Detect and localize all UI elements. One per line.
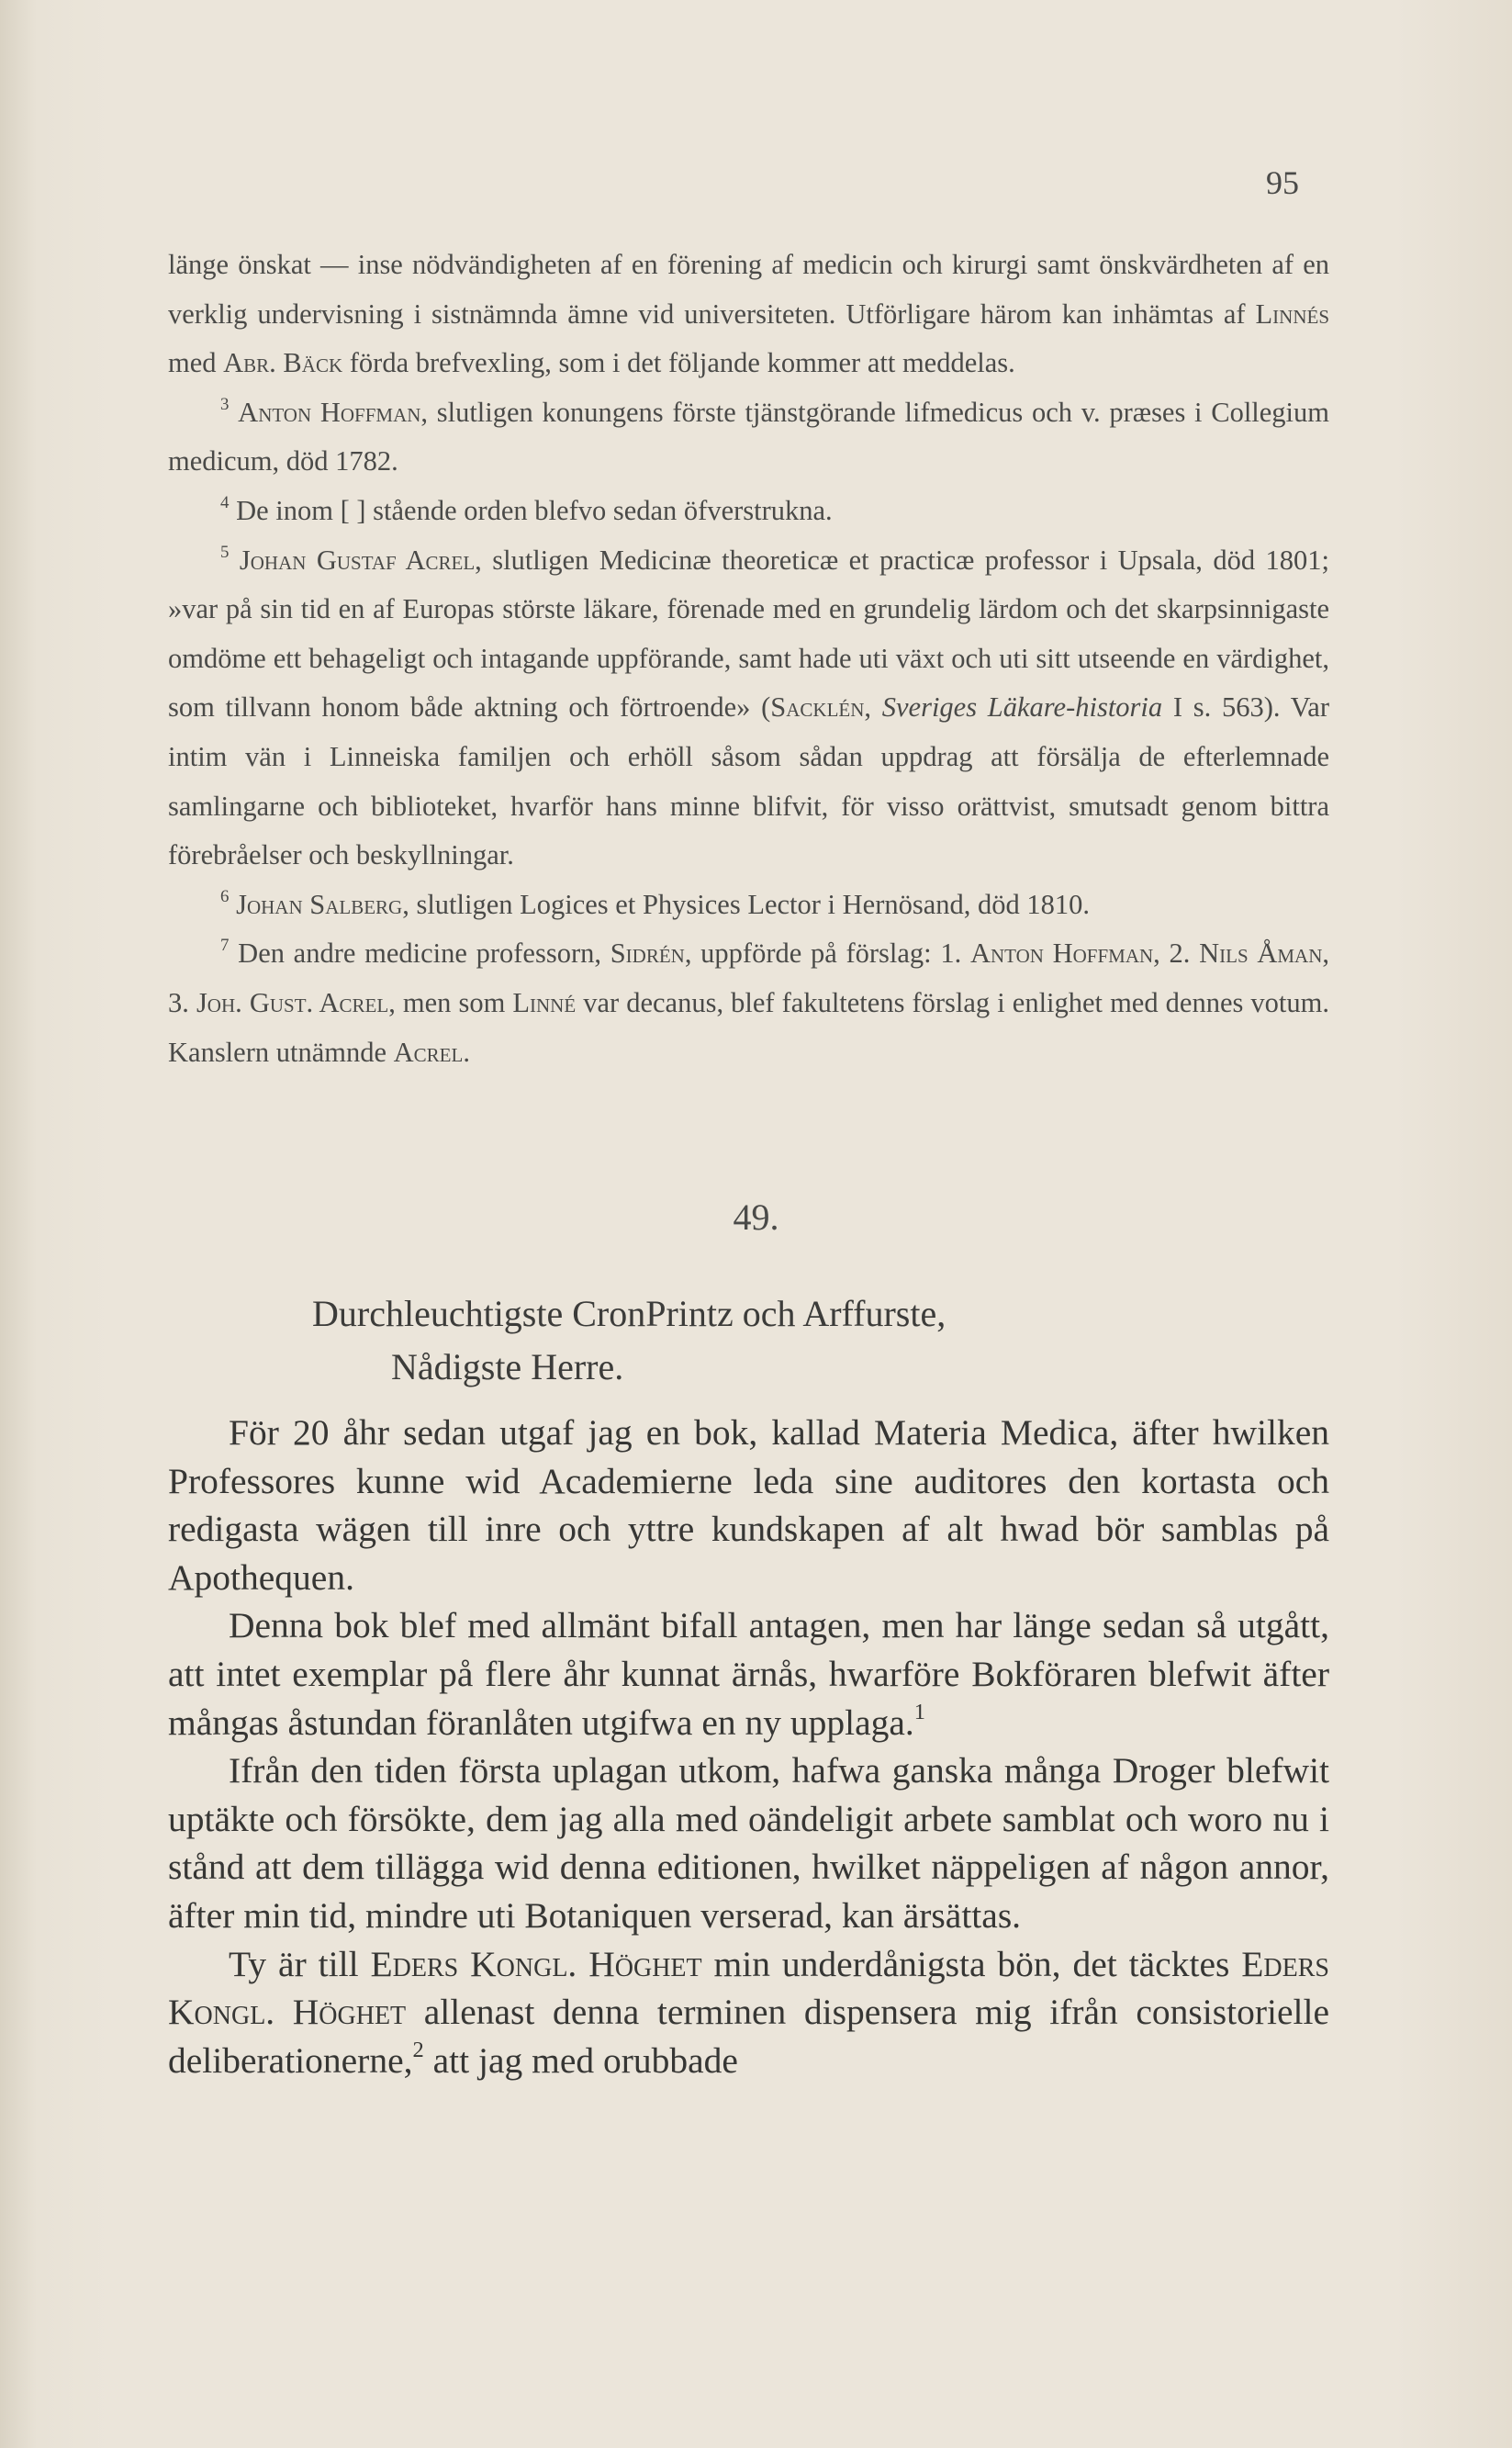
footnote-4: $^4$ De inom [ ] stående orden blefvo sedan öfverstrukna. xyxy=(220,492,833,526)
body-paragraph-2: Denna bok blef med allmänt bifall antagen, men har länge sedan så utgått, att intet exemplar på flere åhr kunnat ärnås, hwarföre Bokföraren blefwit äfter mångas åstundan föranlåten utgifwa en ny upplaga.$^1$ xyxy=(168,1605,1329,1743)
footnote-7: $^7$ Den andre medicine professorn, Sidrén, uppförde på förslag: 1. Anton Hoffman, 2. Nils Åman, 3. Joh. Gust. Acrel, men som Linné var decanus, blef fakultetens förslag i enlighet med dennes votum. Kanslern utnämnde Acrel. xyxy=(168,936,1329,1068)
letter-body xyxy=(168,1409,1329,2084)
footnote-ref-2: 2 xyxy=(412,2037,424,2062)
footnote-5: $^5$ Johan Gustaf Acrel, slutligen Medicinæ theoreticæ et practicæ professor i Upsala, död 1801; »var på sin tid en af Europas störste läkare, förenade med en grundelig lärdom och det skarpsinnigaste omdöme ett behageligt och intagande uppförande, samt hade uti växt och uti sitt utseende en värdighet, som tillvann honom både aktning och förtroende» (Sacklén, Sveriges Läkare-historia I s. 563). Var intim vän i Linneiska familjen och erhöll såsom sådan uppdrag att försälja de efterlemnade samlingarne och biblioteket, hvarför hans minne blifvit, för visso orättvist, smutsadt genom bittra förebråelser och beskyllningar. xyxy=(168,542,1330,871)
body-paragraph-3: Ifrån den tiden första uplagan utkom, hafwa ganska många Droger blefwit uptäkte och försökte, dem jag alla med oändeligit arbete samblat och woro nu i stånd att dem tillägga wid denna editionen, hwilket näppeligen af någon annor, äfter min tid, mindre uti Botaniquen verserad, kan ärsättas. xyxy=(168,1750,1329,1936)
footnote-6: $^6$ Johan Salberg, slutligen Logices et Physices Lector i Hernösand, död 1810. xyxy=(220,886,1091,920)
letter-number: 49. xyxy=(733,1196,779,1238)
salutation-line-1: Durchleuchtigste CronPrintz och Arffurste, xyxy=(312,1293,946,1334)
footnote-3: $^3$ Anton Hoffman, slutligen konungens förste tjänstgörande lifmedicus och v. præses i Collegium medicum, död 1782. xyxy=(168,394,1330,477)
body-paragraph-1: För 20 åhr sedan utgaf jag en bok, kallad Materia Medica, äfter hwilken Professores kunne wid Academierne leda sine auditores den kortasta och redigasta wägen till inre och yttre kundskapen af alt hwad bör samblas på Apothequen. xyxy=(168,1412,1329,1598)
footnote-ref-1: 1 xyxy=(913,1699,926,1724)
page-number: 95 xyxy=(1266,164,1299,201)
footnote-2-continuation: länge önskat — inse nödvändigheten af en förening af medicin och kirurgi samt önskvärdheten af en verklig undervisning i sistnämnda ämne vid universiteten. Utförligare härom kan inhämtas af Linnés med Abr. Bäck förda brefvexling, som i det följande kommer att meddelas. xyxy=(168,249,1329,379)
salutation xyxy=(312,1287,1230,1394)
body-paragraph-4: Ty är till Eders Kongl. Höghet min underdånigsta bön, det täcktes Eders Kongl. Höghet allenast denna terminen dispensera mig ifrån consistorielle deliberationerne,$^2$ att jag med orubbade xyxy=(168,1943,1329,2081)
footnotes xyxy=(168,241,1329,1077)
salutation-line-2: Nådigste Herre. xyxy=(391,1346,624,1387)
